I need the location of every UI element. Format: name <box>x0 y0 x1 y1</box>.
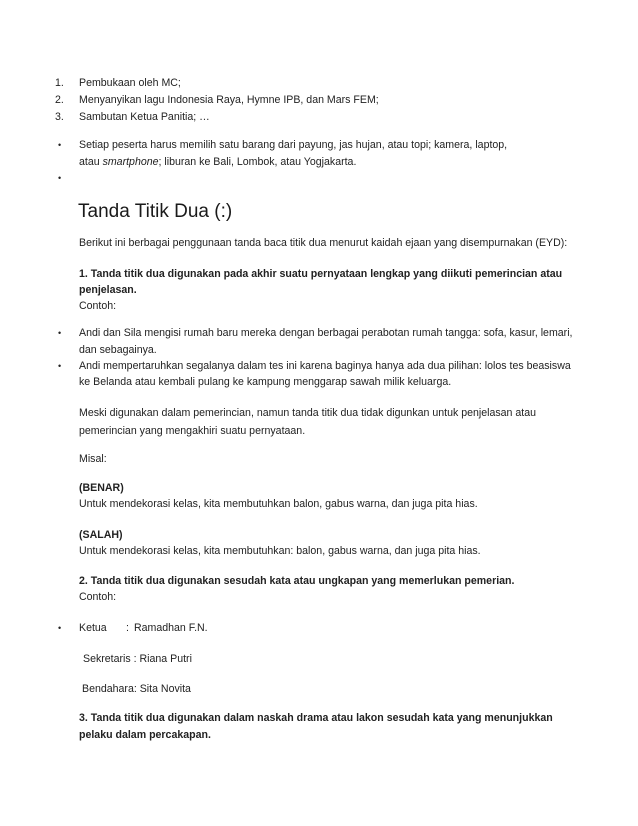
contoh-label: Contoh: <box>79 300 117 312</box>
example-text: dan sebagainya. <box>79 344 157 356</box>
example-text: ke Belanda atau kembali pulang ke kampung menggarap sawah milik keluarga. <box>79 376 452 388</box>
role-name: Ramadhan F.N. <box>134 622 208 634</box>
list-item: Menyanyikan lagu Indonesia Raya, Hymne IPB, dan Mars FEM; <box>79 94 379 106</box>
section-heading: Tanda Titik Dua (:) <box>78 201 233 222</box>
example-text: Andi mempertaruhkan segalanya dalam tes ini karena baginya hanya ada dua pilihan: lolos tes beasiswa <box>79 360 571 372</box>
bullet-text: atau smartphone; liburan ke Bali, Lombok, atau Yogjakarta. <box>79 156 357 168</box>
bullet-icon: • <box>58 140 62 150</box>
list-number: 2. <box>55 94 64 106</box>
list-number: 1. <box>55 77 64 89</box>
list-number: 3. <box>55 111 64 123</box>
list-item: Pembukaan oleh MC; <box>79 77 181 89</box>
bullet-icon: • <box>58 328 62 338</box>
rule-title: pelaku dalam percakapan. <box>79 729 211 741</box>
note-text: pemerincian yang mengakhiri suatu pernyataan. <box>79 425 306 437</box>
salah-text: Untuk mendekorasi kelas, kita membutuhkan: balon, gabus warna, dan juga pita hias. <box>79 545 481 557</box>
misal-label: Misal: <box>79 453 107 465</box>
benar-text: Untuk mendekorasi kelas, kita membutuhkan balon, gabus warna, dan juga pita hias. <box>79 498 478 510</box>
rule-title: 1. Tanda titik dua digunakan pada akhir suatu pernyataan lengkap yang diikuti pemerincian atau <box>79 268 563 280</box>
role-line: Sekretaris : Riana Putri <box>83 653 192 665</box>
note-text: Meski digunakan dalam pemerincian, namun tanda titik dua tidak digunkan untuk penjelasan atau <box>79 407 537 419</box>
bullet-icon: • <box>58 173 62 183</box>
role-label: Ketua <box>79 622 107 634</box>
salah-label: (SALAH) <box>79 529 123 541</box>
rule-title: 2. Tanda titik dua digunakan sesudah kata atau ungkapan yang memerlukan pemerian. <box>79 575 515 587</box>
benar-label: (BENAR) <box>79 482 124 494</box>
bullet-icon: • <box>58 361 62 371</box>
intro-text: Berikut ini berbagai penggunaan tanda baca titik dua menurut kaidah ejaan yang disempurnakan (EYD): <box>79 237 568 249</box>
role-separator: : <box>126 622 129 634</box>
bullet-text: Setiap peserta harus memilih satu barang dari payung, jas hujan, atau topi; kamera, laptop, <box>79 139 508 151</box>
list-item: Sambutan Ketua Panitia; … <box>79 111 210 123</box>
rule-title: penjelasan. <box>79 284 137 296</box>
role-line: Bendahara: Sita Novita <box>82 683 191 695</box>
bullet-icon: • <box>58 623 62 633</box>
example-text: Andi dan Sila mengisi rumah baru mereka dengan berbagai perabotan rumah tangga: sofa, kasur, lemari, <box>79 327 573 339</box>
rule-title: 3. Tanda titik dua digunakan dalam naskah drama atau lakon sesudah kata yang menunjukkan <box>79 712 553 724</box>
contoh-label: Contoh: <box>79 591 117 603</box>
